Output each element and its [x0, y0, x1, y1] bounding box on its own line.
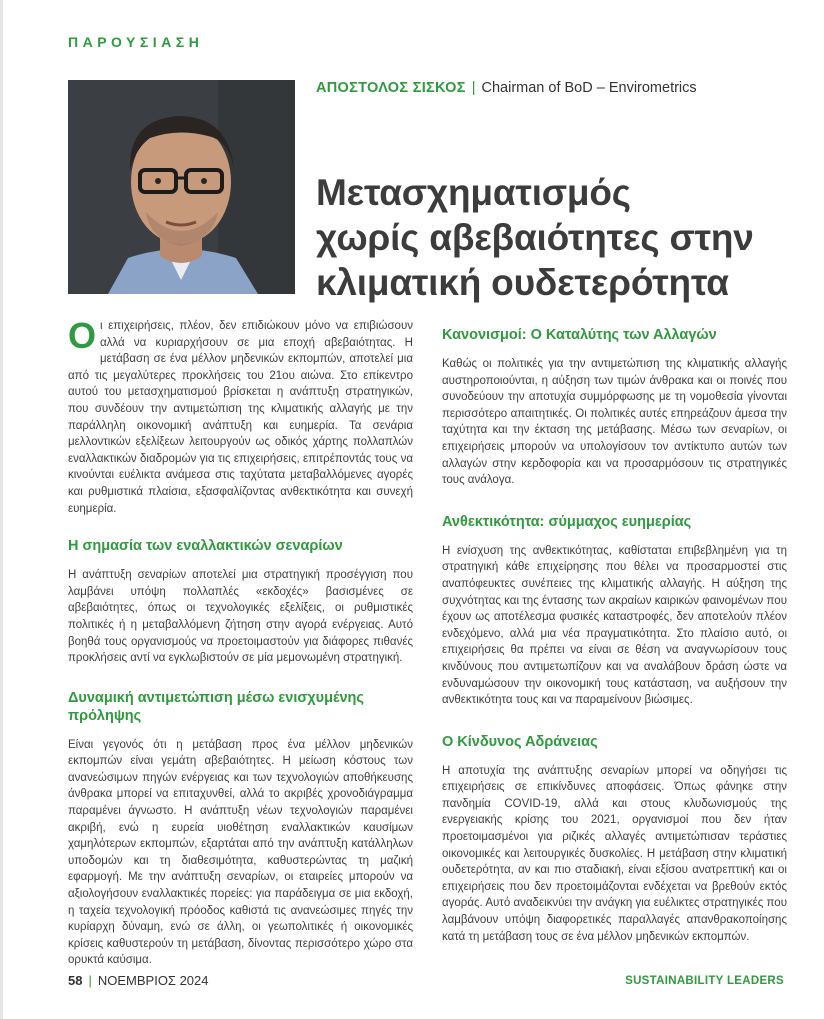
section-paragraph: Είναι γεγονός ότι η μετάβαση προς ένα μέλλον μηδενικών εκπομπών είναι γεμάτη αβεβαιότητες. Η μείωση κόστους των ανανεώσιμων πηγών ενέργειας και των τεχνολογιών αποθήκευσης άνθρακα μπορεί να επιταχυνθεί, αλλά το ακριβές χρονοδιάγραμμα παραμένει άγνωστο. Η ανάπτυξη νέων τεχνολογιών παραμένει ακριβή, ενώ η ευρεία υιοθέτηση εναλλακτικών καυσίμων χαμηλότερων εκπομπών, εξαρτάται από την ανάπτυξη κατάλληλων υποδομών και τη διαθεσιμότητα, καθυστερώντας τη μαζική εφαρμογή. Με την ανάπτυξη σεναρίων, οι εταιρείες μπορούν να αξιολογήσουν εναλλακτικές πορείες: για παράδειγμα σε μια εκδοχή, η ταχεία τεχνολογική πρόοδος καθιστά τις ανανεώσιμες πηγές την κυρίαρχη δύναμη, ενώ σε άλλη, οι γεωπολιτικές ή οικονομικές κρίσεις καθυστερούν τη μετάβαση, δίνοντας περισσότερο χώρο στα ορυκτά καύσιμα. [68, 738, 413, 967]
section-paragraph: Η ανάπτυξη σεναρίων αποτελεί μια στρατηγική προσέγγιση που λαμβάνει υπόψη πολλαπλές «εκδοχές» βασισμένες σε αβεβαιότητες, όπως οι τεχνολογικές εξελίξεις, οι ρυθμιστικές πολιτικές ή η μεταβαλλόμενη ζήτηση στην αγορά ενέργειας. Αυτό βοηθά τους οργανισμούς να προετοιμαστούν για διάφορες πιθανές προκλήσεις αντί να εγκλωβιστούν σε μία μεμονωμένη στρατηγική. [68, 569, 413, 665]
author-role: Chairman of BoD – Envirometrics [481, 80, 697, 96]
author-photo [68, 80, 295, 294]
section-heading: Η σημασία των εναλλακτικών σεναρίων [68, 538, 343, 555]
left-column [68, 315, 413, 969]
title-line-2: χωρίς αβεβαιότητες στην [316, 217, 754, 258]
title-line-1: Μετασχηματισμός [316, 172, 631, 213]
page-edge [0, 0, 3, 1019]
title-line-3: κλιματική ουδετερότητα [316, 262, 729, 303]
byline-separator: | [471, 80, 476, 96]
footer-separator: | [88, 973, 92, 988]
section-heading: Κανονισμοί: Ο Καταλύτης των Αλλαγών [442, 327, 717, 343]
section-paragraph: Καθώς οι πολιτικές για την αντιμετώπιση της κλιματικής αλλαγής αυστηροποιούνται, η αύξηση των τιμών άνθρακα και οι ποινές που συνοδεύουν την αποτυχία συμμόρφωσης με τη νομοθεσία γίνονται περισσότερο απαιτητικές. Οι πολιτικές αυτές επηρεάζουν άμεσα την ταχύτητα και την έκταση της μετάβασης. Μέσω των σεναρίων, οι επιχειρήσεις μπορούν να υπολογίσουν τον αντίκτυπο αυτών των αλλαγών στην κερδοφορία και να προσαρμόσουν τις στρατηγικές τους ανάλογα. [442, 358, 787, 487]
section-paragraph: Η αποτυχία της ανάπτυξης σεναρίων μπορεί να οδηγήσει τις επιχειρήσεις σε επικίνδυνες αποφάσεις. Όπως φάνηκε στην πανδημία COVID-19, αλλά και στους κλυδωνισμούς της ενεργειακής κρίσης του 2021, οργανισμοί που δεν ήταν προετοιμασμένοι για ριζικές αλλαγές αντιμετώπισαν τεράστιες οικονομικές και λειτουργικές δυσκολίες. Η μετάβαση στην κλιματική ουδετερότητα, αν και πιο σταδιακή, είναι εξίσου ανατρεπτική και οι επιχειρήσεις που δεν προετοιμάζονται ενδέχεται να βρεθούν εκτός αγοράς. Αυτό αναδεικνύει την ανάγκη για ευέλικτες στρατηγικές που λαμβάνουν υπόψη διαφορετικές παραλλαγές απανθρακοποίησης κατά τη μετάβαση τους σε ένα μέλλον μηδενικών εκπομπών. [442, 764, 787, 943]
intro-text: ι επιχειρήσεις, πλέον, δεν επιδιώκουν μόνο να επιβιώσουν αλλά να κυριαρχήσουν σε μια εποχή αβεβαιότητας. Η μετάβαση σε ένα μέλλον μηδενικών εκπομπών, αποτελεί μια από τις μεγαλύτερες προκλήσεις του 21ου αιώνα. Στο επίκεντρο αυτού του μετασχηματισμού βρίσκεται η ανάπτυξη στρατηγικών, που συνδέουν την αντιμετώπιση της κλιματικής αλλαγής με την παράλληλη οικονομική ανάπτυξη και ευημερία. Τα σενάρια μελλοντικών εξελίξεων λειτουργούν ως οδικός χάρτης πολλαπλών εναλλακτικών διαδρομών για τις επιχειρήσεις, επιτρέποντάς τους να κινούνται ευέλικτα ανάμεσα στις ταχύτατα μεταβαλλόμενες αγορές και ρυθμιστικά πλαίσια, εξασφαλίζοντας ανθεκτικότητα και συνεχή ευημερία. [68, 320, 413, 515]
right-column [442, 318, 787, 945]
section-label: ΠΑΡΟΥΣΙΑΣΗ [68, 34, 204, 50]
drop-cap: Ο [68, 315, 97, 356]
section-heading: Ο Κίνδυνος Αδράνειας [442, 733, 598, 750]
section-heading: Ανθεκτικότητα: σύμμαχος ευημερίας [442, 513, 692, 530]
page-number: 58 [68, 973, 83, 988]
author-name: ΑΠΟΣΤΟΛΟΣ ΣΙΣΚΟΣ [316, 80, 466, 96]
publication-name: SUSTAINABILITY LEADERS [625, 975, 784, 987]
section-heading: Δυναμική αντιμετώπιση μέσω ενισχυμένης πρόληψης [68, 689, 364, 724]
byline [316, 80, 697, 96]
footer-left [68, 973, 209, 988]
article-title [316, 170, 786, 305]
section-paragraph: Η ενίσχυση της ανθεκτικότητας, καθίσταται επιβεβλημένη για τη στρατηγική κάθε επιχείρησης που θέλει να προσαρμοστεί στις αναπόφευκτες συνέπειες της κλιματικής αλλαγής. Η αύξηση της συχνότητας και της έντασης των ακραίων καιρικών φαινομένων που έχουν ως αποτέλεσμα φυσικές καταστροφές, δεν αποτελούν πλέον ενδεχόμενο, αλλά μια νέα πραγματικότητα. Στο πλαίσιο αυτό, οι επιχειρήσεις θα πρέπει να είναι σε θέση να αναγνωρίσουν τους κινδύνους που αντιμετωπίζουν και να αναλάβουν δράση ώστε να ενδυναμώσουν την οικονομική τους κατάσταση, να αυξήσουν την ανθεκτικότητα τους και να παραμείνουν βιώσιμες. [442, 544, 787, 707]
intro-paragraph [68, 315, 413, 517]
issue-date: ΝΟΕΜΒΡΙΟΣ 2024 [97, 973, 209, 988]
